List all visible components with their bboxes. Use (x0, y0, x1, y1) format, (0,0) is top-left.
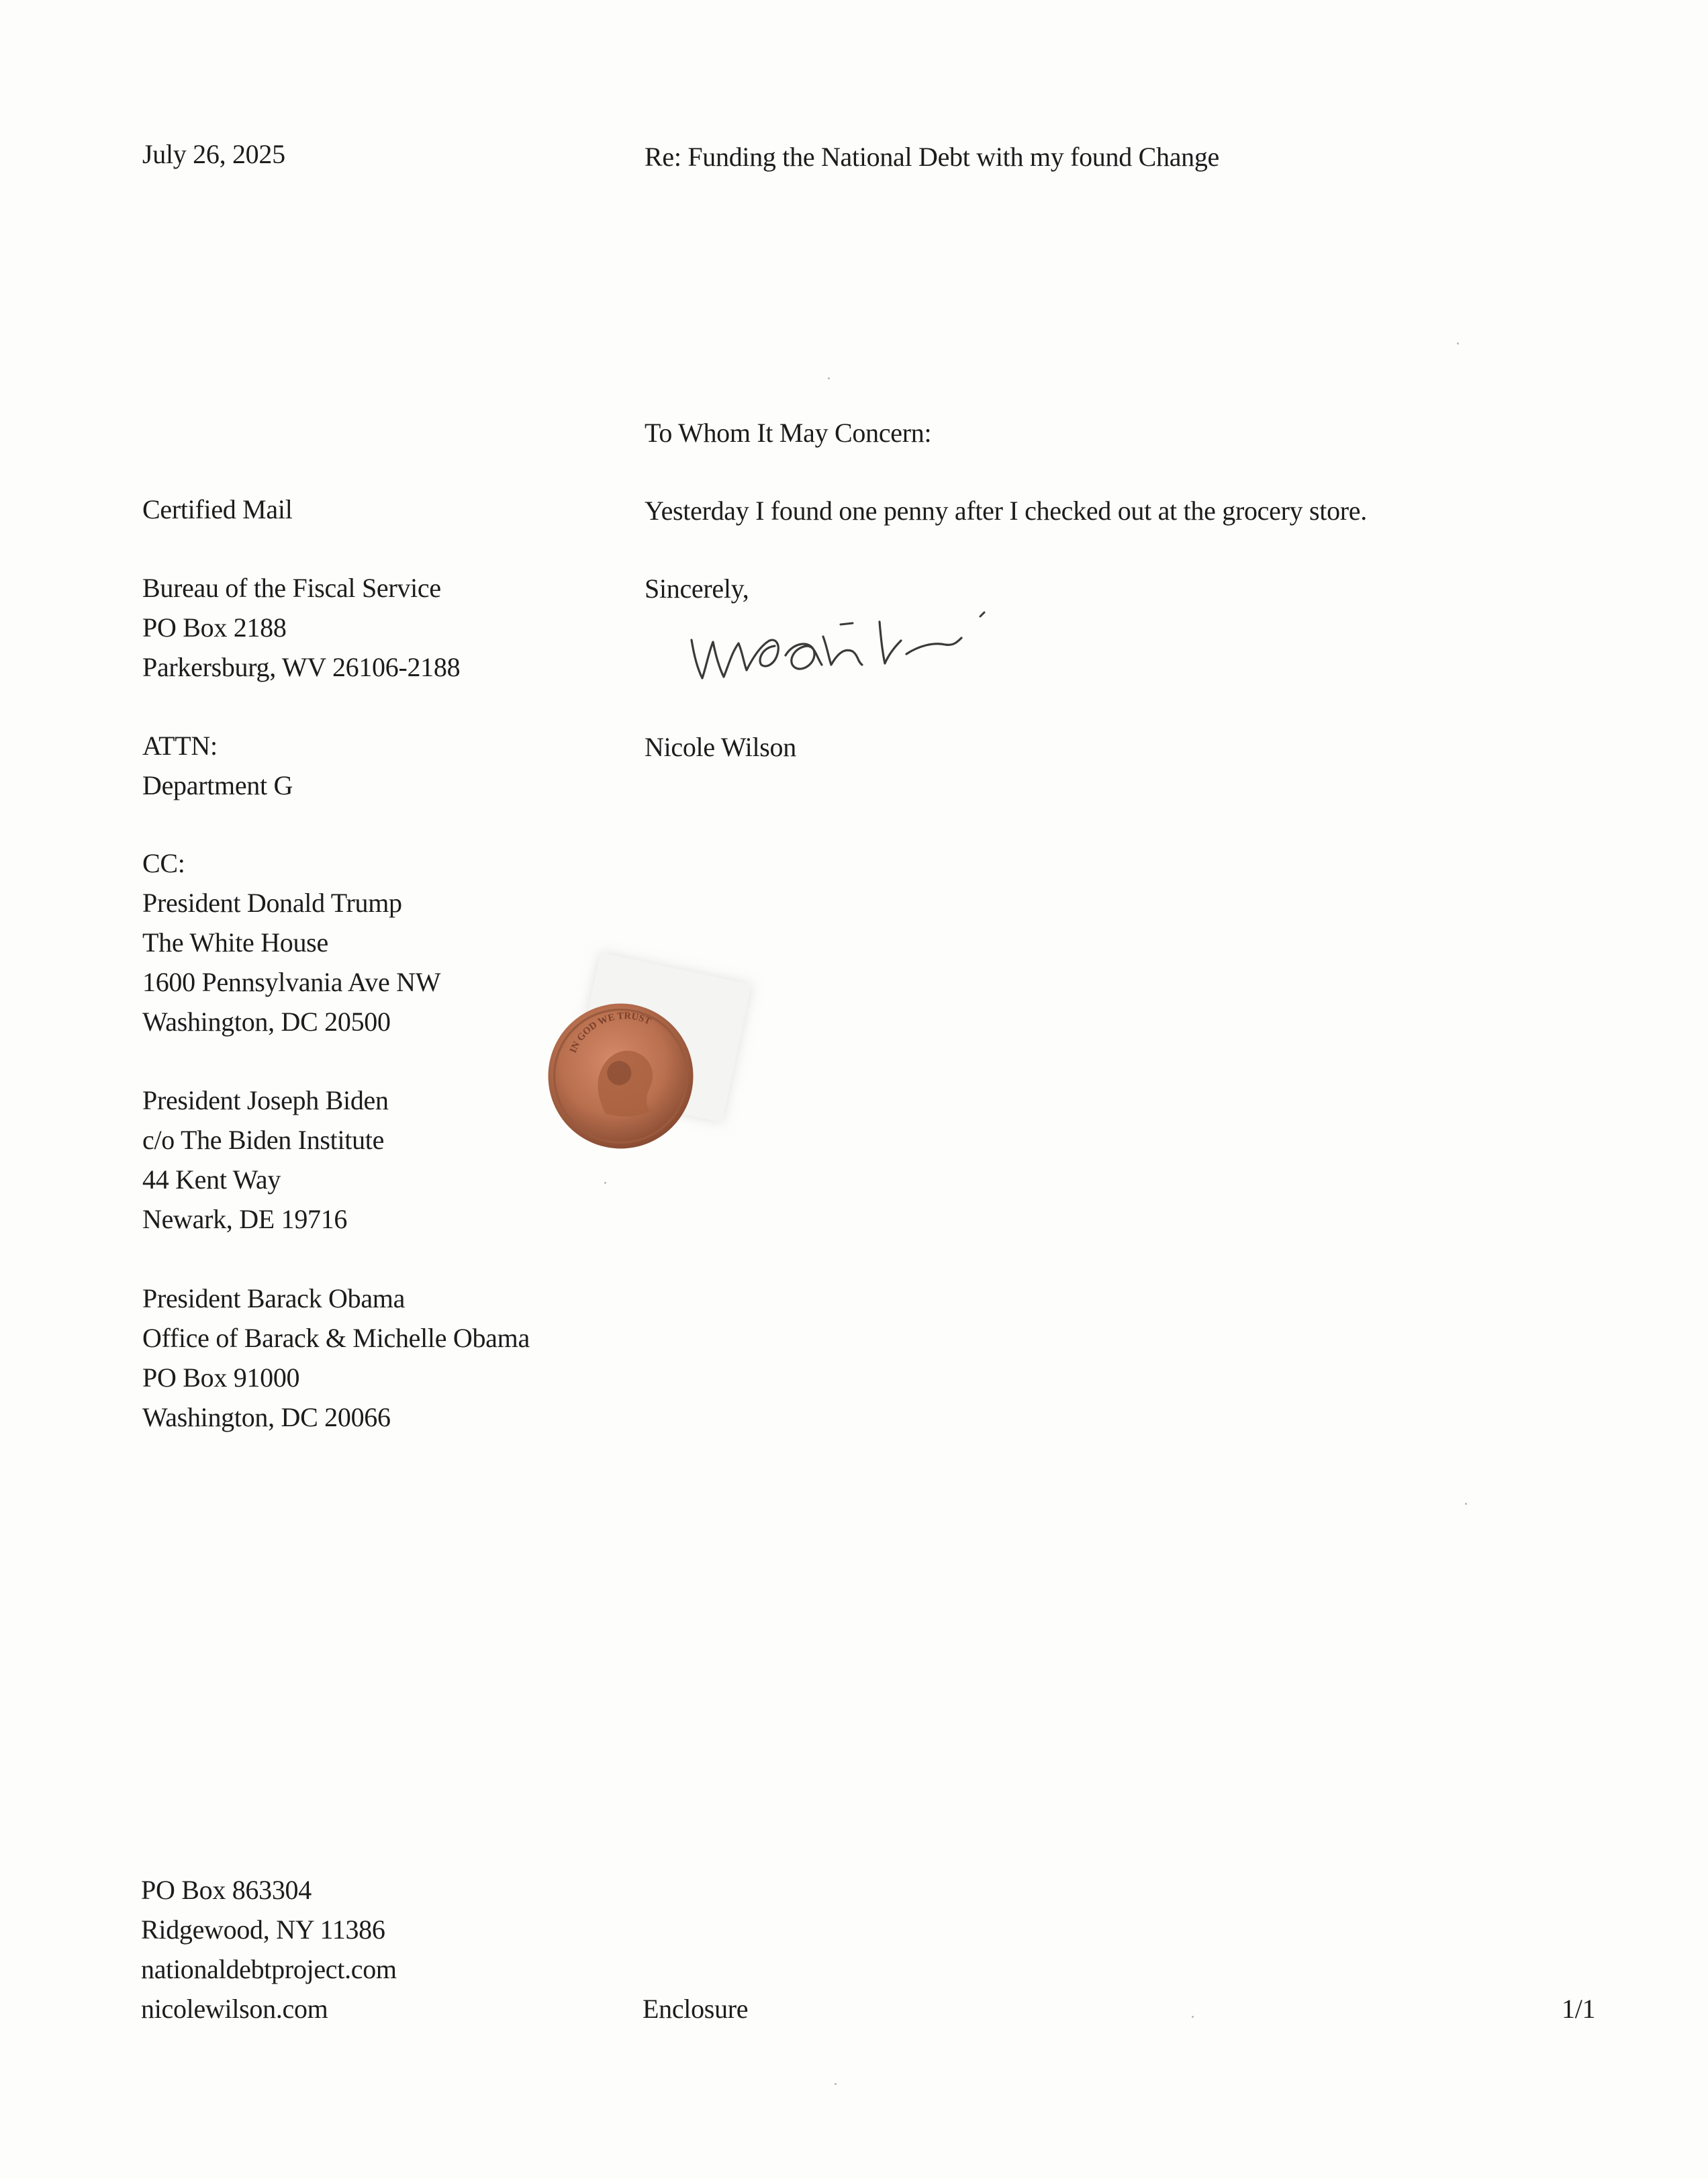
cc-block-trump (142, 843, 440, 1041)
sender-line: nationaldebtproject.com (141, 1954, 397, 1984)
closing: Sincerely, (645, 573, 749, 604)
scan-speck (1192, 2016, 1194, 2018)
address-line: Bureau of the Fiscal Service (142, 573, 441, 603)
letter-subject: Re: Funding the National Debt with my found Change (645, 142, 1219, 172)
cc-line: The White House (142, 927, 328, 958)
enclosure-label: Enclosure (643, 1994, 749, 2024)
signer-name: Nicole Wilson (645, 732, 796, 762)
page-number: 1/1 (1562, 1994, 1596, 2024)
scan-speck (1457, 342, 1459, 344)
sender-address (141, 1870, 397, 2029)
cc-line: President Joseph Biden (142, 1085, 389, 1115)
scan-speck (604, 1182, 606, 1184)
cc-line: Newark, DE 19716 (142, 1204, 348, 1234)
penny-rim-text: IN GOD WE TRUST (567, 1011, 653, 1055)
signature (685, 603, 1061, 704)
scan-speck (1465, 1503, 1467, 1505)
cc-line: Washington, DC 20500 (142, 1007, 391, 1037)
sender-line: PO Box 863304 (141, 1875, 312, 1905)
attention-block (142, 726, 293, 805)
penny-coin (545, 1001, 696, 1152)
cc-line: PO Box 91000 (142, 1362, 300, 1393)
cc-line: 44 Kent Way (142, 1164, 281, 1195)
recipient-address (142, 568, 460, 687)
cc-line: Washington, DC 20066 (142, 1402, 391, 1432)
sender-line: nicolewilson.com (141, 1994, 328, 2024)
cc-line: c/o The Biden Institute (142, 1125, 385, 1155)
letter-date: July 26, 2025 (142, 139, 285, 169)
attention-department: Department G (142, 770, 293, 800)
cc-block-biden (142, 1080, 389, 1239)
scan-speck (835, 2083, 837, 2085)
sender-line: Ridgewood, NY 11386 (141, 1914, 385, 1945)
attention-label: ATTN: (142, 731, 218, 761)
cc-line: 1600 Pennsylvania Ave NW (142, 967, 441, 997)
delivery-method: Certified Mail (142, 494, 293, 524)
cc-line: President Donald Trump (142, 888, 402, 918)
letter-body: Yesterday I found one penny after I checked out at the grocery store. (645, 496, 1367, 526)
salutation: To Whom It May Concern: (645, 418, 932, 448)
address-line: Parkersburg, WV 26106-2188 (142, 652, 461, 682)
cc-block-obama (142, 1279, 530, 1437)
address-line: PO Box 2188 (142, 612, 287, 643)
cc-line: President Barack Obama (142, 1283, 406, 1313)
cc-label: CC: (142, 848, 185, 878)
cc-line: Office of Barack & Michelle Obama (142, 1323, 530, 1353)
scan-speck (828, 377, 830, 379)
